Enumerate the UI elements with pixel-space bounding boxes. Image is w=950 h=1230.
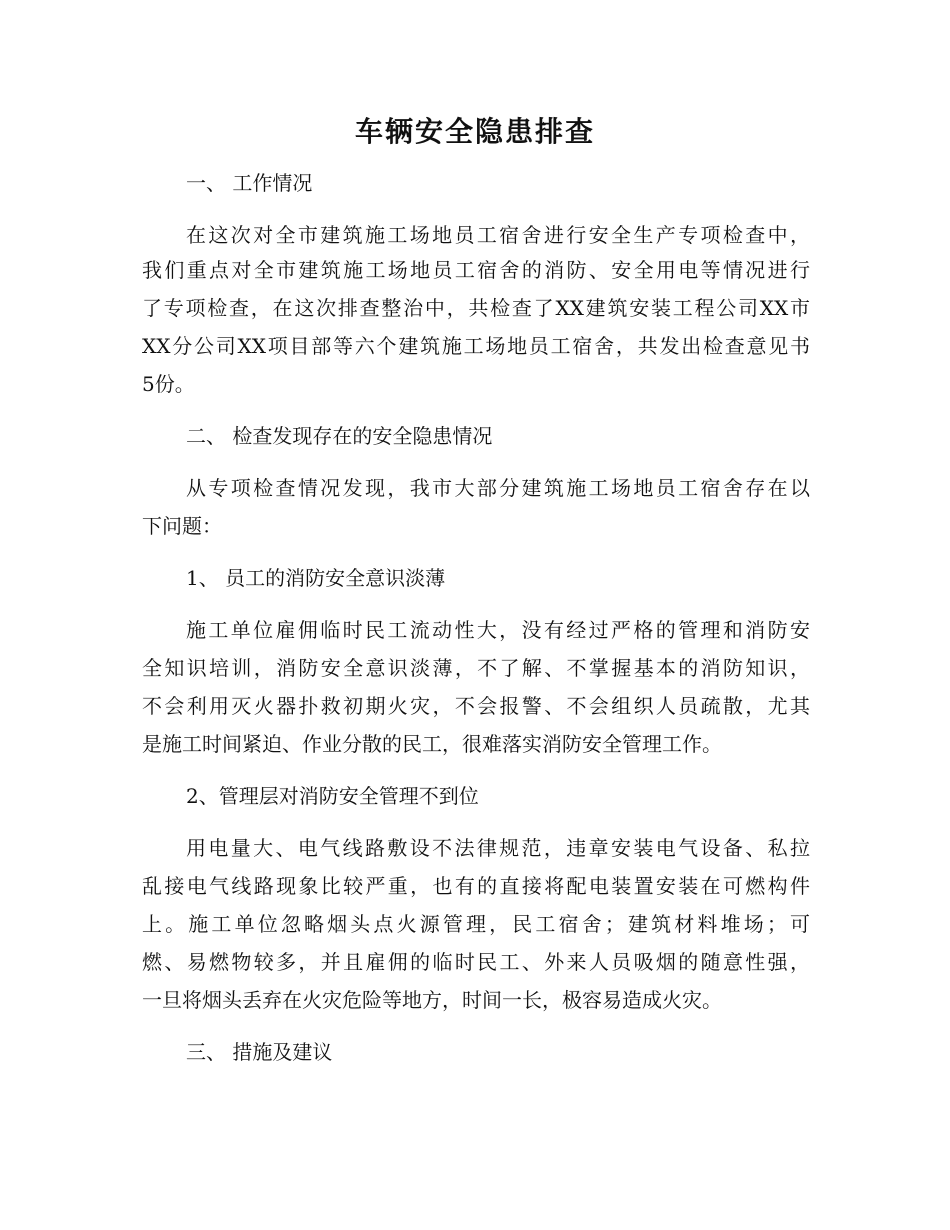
paragraph-line: 乱接电气线路现象比较严重，也有的直接将配电装置安装在可燃构件 bbox=[142, 874, 810, 898]
paragraph-line: 下问题： bbox=[142, 514, 222, 538]
paragraph-line: XX分公司XX项目部等六个建筑施工场地员工宿舍，共发出检查意见书 bbox=[142, 334, 810, 358]
paragraph-line: 5份。 bbox=[142, 372, 195, 396]
paragraph-line: 一旦将烟头丢弃在火灾危险等地方，时间一长，极容易造成火灾。 bbox=[142, 988, 722, 1012]
paragraph-line: 从专项检查情况发现，我市大部分建筑施工场地员工宿舍存在以 bbox=[186, 476, 810, 500]
subsection-heading-management: 2、管理层对消防安全管理不到位 bbox=[186, 784, 479, 808]
paragraph-line: 上。施工单位忽略烟头点火源管理，民工宿舍；建筑材料堆场；可 bbox=[142, 912, 810, 936]
document-title: 车辆安全隐患排查 bbox=[354, 115, 595, 148]
subsection-heading-awareness: 1、 员工的消防安全意识淡薄 bbox=[186, 566, 446, 590]
paragraph-line: 在这次对全市建筑施工场地员工宿舍进行安全生产专项检查中， bbox=[186, 223, 810, 247]
section-heading-work-status: 一、 工作情况 bbox=[186, 171, 313, 195]
paragraph-line: 全知识培训，消防安全意识淡薄，不了解、不掌握基本的消防知识， bbox=[142, 656, 810, 680]
paragraph-line: 我们重点对全市建筑施工场地员工宿舍的消防、安全用电等情况进行 bbox=[142, 258, 810, 282]
paragraph-line: 燃、易燃物较多，并且雇佣的临时民工、外来人员吸烟的随意性强， bbox=[142, 950, 810, 974]
paragraph-line: 不会利用灭火器扑救初期火灾，不会报警、不会组织人员疏散，尤其 bbox=[142, 694, 810, 718]
paragraph-line: 了专项检查，在这次排查整治中，共检查了XX建筑安装工程公司XX市 bbox=[142, 296, 810, 320]
paragraph-line: 用电量大、电气线路敷设不法律规范，违章安装电气设备、私拉 bbox=[186, 836, 810, 860]
section-heading-measures: 三、 措施及建议 bbox=[186, 1040, 333, 1064]
paragraph-line: 施工单位雇佣临时民工流动性大，没有经过严格的管理和消防安 bbox=[186, 618, 810, 642]
paragraph-line: 是施工时间紧迫、作业分散的民工，很难落实消防安全管理工作。 bbox=[142, 732, 722, 756]
section-heading-hazards: 二、 检查发现存在的安全隐患情况 bbox=[186, 424, 493, 448]
